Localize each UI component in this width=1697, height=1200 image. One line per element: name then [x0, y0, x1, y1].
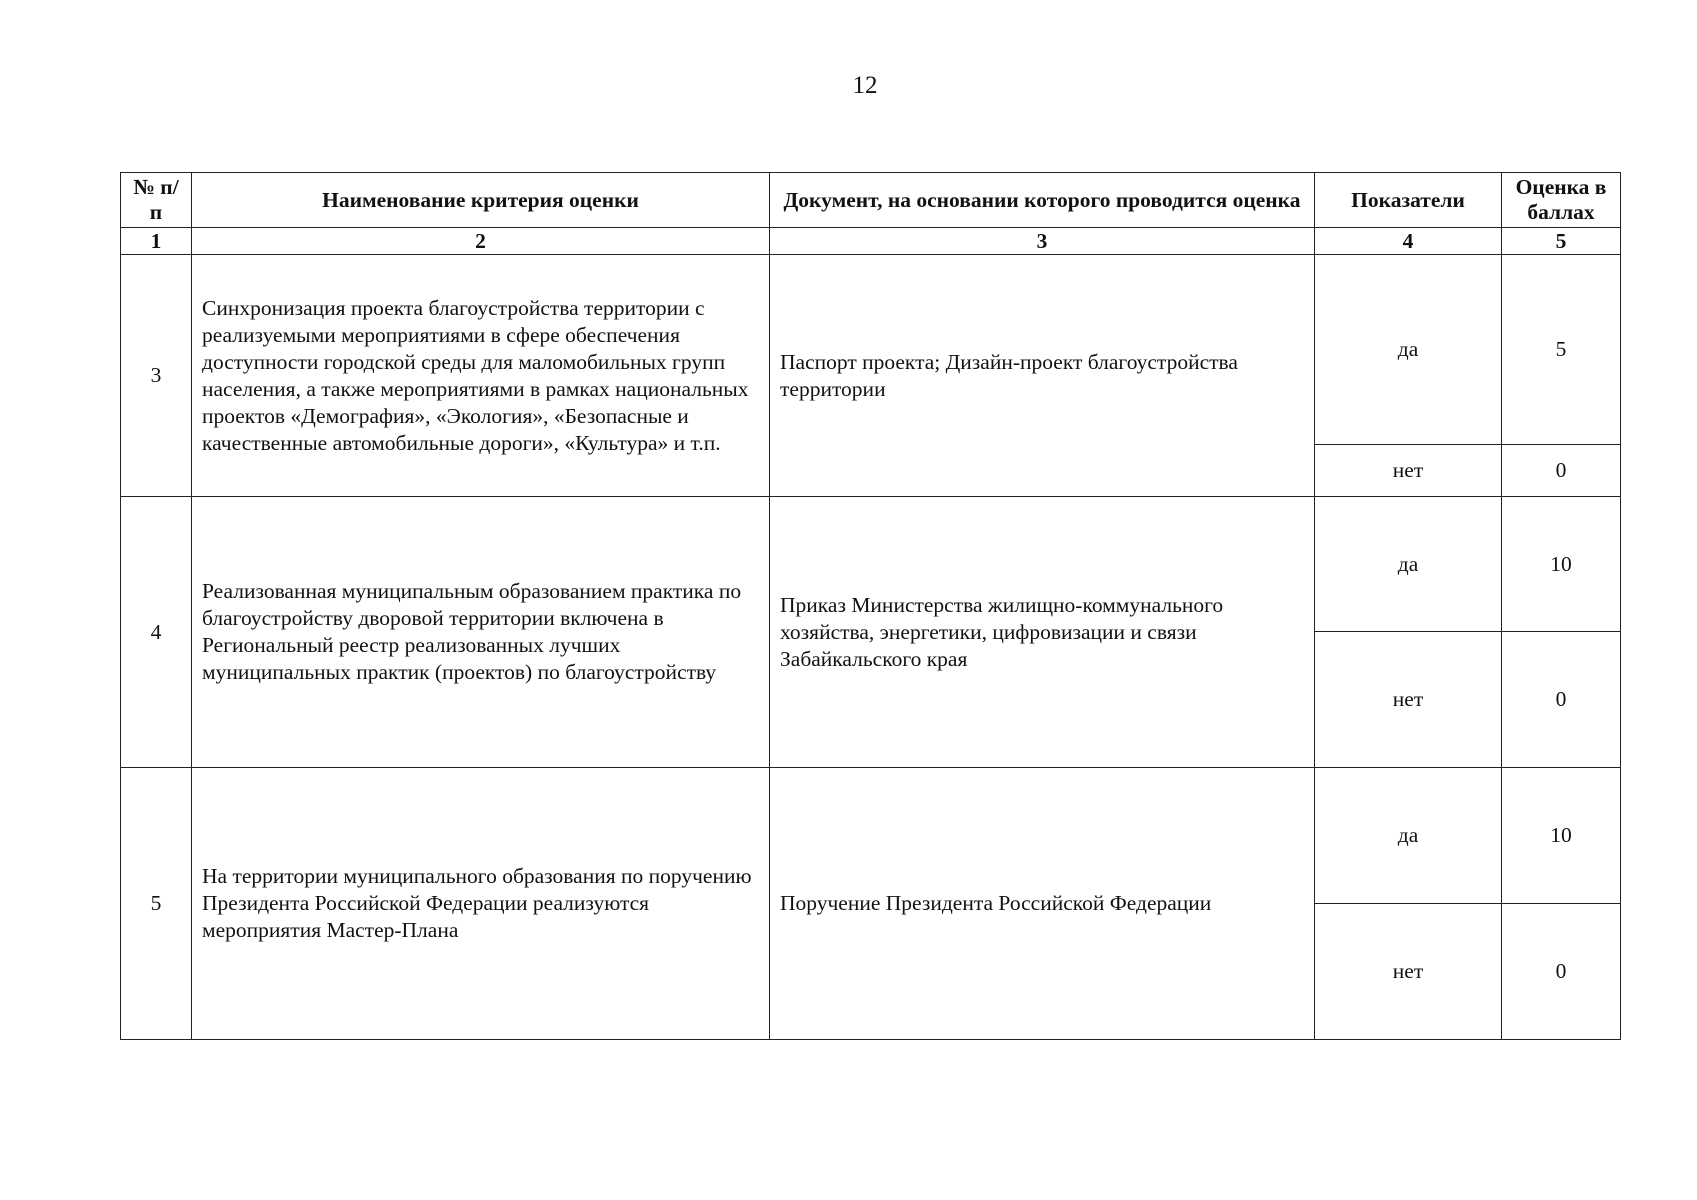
indicator-cell: нет	[1315, 632, 1502, 768]
column-number: 4	[1315, 228, 1502, 255]
row-number: 3	[121, 255, 192, 497]
page-number: 12	[852, 72, 878, 99]
indicator-cell: да	[1315, 768, 1502, 904]
indicator-cell: нет	[1315, 904, 1502, 1040]
table-row	[121, 768, 1621, 904]
score-cell: 10	[1502, 497, 1621, 632]
indicator-cell: да	[1315, 255, 1502, 445]
column-number: 2	[192, 228, 770, 255]
table-row	[121, 255, 1621, 445]
header-criterion: Наименование критерия оценки	[192, 173, 770, 228]
table-row	[121, 497, 1621, 632]
header-row	[121, 173, 1621, 228]
document-text: Паспорт проекта; Дизайн-проект благоустройства территории	[770, 255, 1315, 497]
score-cell: 0	[1502, 632, 1621, 768]
score-cell: 0	[1502, 904, 1621, 1040]
score-cell: 0	[1502, 445, 1621, 497]
column-number: 5	[1502, 228, 1621, 255]
header-indicators: Показатели	[1315, 173, 1502, 228]
document-text: Поручение Президента Российской Федерации	[770, 768, 1315, 1040]
header-score: Оценка в баллах	[1502, 173, 1621, 228]
score-cell: 10	[1502, 768, 1621, 904]
row-number: 5	[121, 768, 192, 1040]
document-text: Приказ Министерства жилищно-коммунального хозяйства, энергетики, цифровизации и связи Забайкальского края	[770, 497, 1315, 768]
column-number: 1	[121, 228, 192, 255]
criteria-table	[120, 172, 1621, 1040]
criterion-text: Реализованная муниципальным образованием практика по благоустройству дворовой территории включена в Региональный реестр реализованных лучших муниципальных практик (проектов) по благоустройству	[192, 497, 770, 768]
row-number: 4	[121, 497, 192, 768]
indicator-cell: да	[1315, 497, 1502, 632]
header-document: Документ, на основании которого проводится оценка	[770, 173, 1315, 228]
column-number-row	[121, 228, 1621, 255]
indicator-cell: нет	[1315, 445, 1502, 497]
criterion-text: На территории муниципального образования по поручению Президента Российской Федерации реализуются мероприятия Мастер-Плана	[192, 768, 770, 1040]
score-cell: 5	[1502, 255, 1621, 445]
criterion-text: Синхронизация проекта благоустройства территории с реализуемыми мероприятиями в сфере обеспечения доступности городской среды для маломобильных групп населения, а также мероприятиями в рамках национальных проектов «Демография», «Экология», «Безопасные и качественные автомобильные дороги», «Культура» и т.п.	[192, 255, 770, 497]
column-number: 3	[770, 228, 1315, 255]
header-num: № п/п	[121, 173, 192, 228]
